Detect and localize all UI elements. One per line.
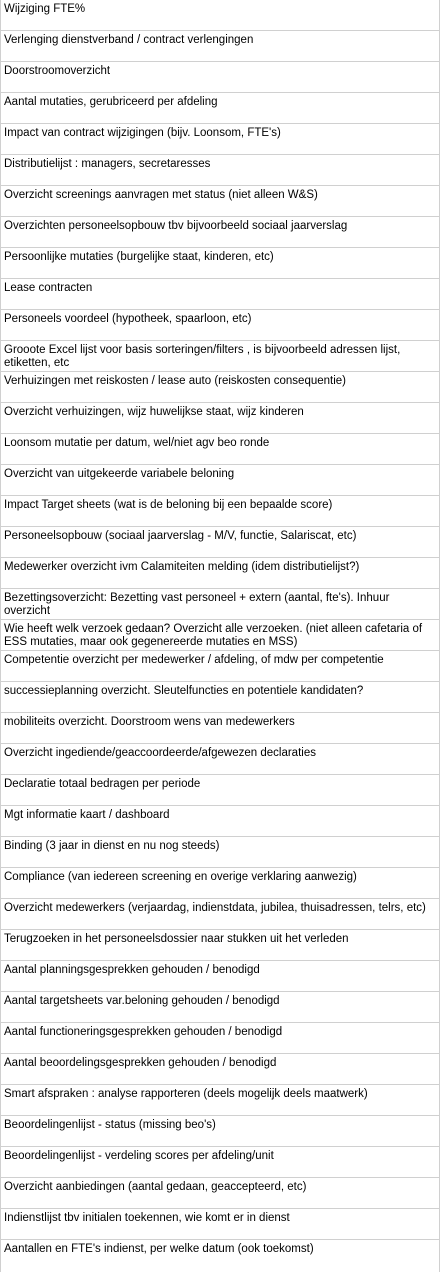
table-row[interactable]: Aantal beoordelingsgesprekken gehouden / benodigd (1, 1054, 439, 1085)
table-row[interactable]: Indienstlijst tbv initialen toekennen, wie komt er in dienst (1, 1209, 439, 1240)
table-row[interactable]: Beoordelingenlijst - verdeling scores per afdeling/unit (1, 1147, 439, 1178)
table-row[interactable]: Compliance (van iedereen screening en overige verklaring aanwezig) (1, 868, 439, 899)
table-row[interactable]: Mgt informatie kaart / dashboard (1, 806, 439, 837)
table-row[interactable]: Personeels voordeel (hypotheek, spaarloon, etc) (1, 310, 439, 341)
table-row[interactable]: Medewerker overzicht ivm Calamiteiten melding (idem distributielijst?) (1, 558, 439, 589)
table-row[interactable]: Distributielijst : managers, secretaresses (1, 155, 439, 186)
table-row[interactable]: Overzicht verhuizingen, wijz huwelijkse staat, wijz kinderen (1, 403, 439, 434)
table-row[interactable]: Persoonlijke mutaties (burgelijke staat, kinderen, etc) (1, 248, 439, 279)
table-row[interactable]: Overzicht screenings aanvragen met status (niet alleen W&S) (1, 186, 439, 217)
table-row[interactable]: Overzicht aanbiedingen (aantal gedaan, geaccepteerd, etc) (1, 1178, 439, 1209)
table-row[interactable]: Lease contracten (1, 279, 439, 310)
table-row[interactable]: Verlenging dienstverband / contract verlengingen (1, 31, 439, 62)
table-row[interactable]: Impact van contract wijzigingen (bijv. Loonsom, FTE's) (1, 124, 439, 155)
table-row[interactable]: Impact Target sheets (wat is de beloning bij een bepaalde score) (1, 496, 439, 527)
table-row[interactable]: Loonsom mutatie per datum, wel/niet agv beo ronde (1, 434, 439, 465)
table-row[interactable]: Aantallen en FTE's indienst, per welke datum (ook toekomst) (4, 1243, 314, 1255)
table-row[interactable]: Declaratie totaal bedragen per periode (1, 775, 439, 806)
table-row[interactable]: Overzicht medewerkers (verjaardag, indienstdata, jubilea, thuisadressen, telrs, etc) (1, 899, 439, 930)
table-row[interactable]: Aantal planningsgesprekken gehouden / benodigd (1, 961, 439, 992)
table-row[interactable]: mobiliteits overzicht. Doorstroom wens van medewerkers (1, 713, 439, 744)
table-row[interactable]: Aantal functioneringsgesprekken gehouden / benodigd (1, 1023, 439, 1054)
table-row[interactable]: Overzicht ingediende/geaccoordeerde/afgewezen declaraties (1, 744, 439, 775)
table-row[interactable]: Smart afspraken : analyse rapporteren (deels mogelijk deels maatwerk) (1, 1085, 439, 1116)
table-row[interactable]: Beoordelingenlijst - status (missing beo's) (1, 1116, 439, 1147)
table-row[interactable]: Binding (3 jaar in dienst en nu nog steeds) (1, 837, 439, 868)
table-row[interactable]: Grooote Excel lijst voor basis sorteringen/filters , is bijvoorbeeld adressen lijst, etiketten, etc (1, 341, 439, 372)
table-row[interactable]: Aantal targetsheets var.beloning gehouden / benodigd (1, 992, 439, 1023)
table-row[interactable]: Verhuizingen met reiskosten / lease auto (reiskosten consequentie) (1, 372, 439, 403)
table-row[interactable]: successieplanning overzicht. Sleutelfuncties en potentiele kandidaten? (1, 682, 439, 713)
table-row[interactable]: Wie heeft welk verzoek gedaan? Overzicht alle verzoeken. (niet alleen cafetaria of ESS mutaties, maar ook gegenereerde mutaties en MSS) (1, 620, 439, 651)
table-row[interactable]: Wijziging FTE% (1, 0, 439, 31)
table-row[interactable]: Terugzoeken in het personeelsdossier naar stukken uit het verleden (1, 930, 439, 961)
table-row[interactable]: Personeelsopbouw (sociaal jaarverslag - M/V, functie, Salariscat, etc) (1, 527, 439, 558)
table-row[interactable]: Competentie overzicht per medewerker / afdeling, of mdw per competentie (1, 651, 439, 682)
table-row[interactable]: Doorstroomoverzicht (1, 62, 439, 93)
table-row[interactable]: Overzichten personeelsopbouw tbv bijvoorbeeld sociaal jaarverslag (1, 217, 439, 248)
table-row[interactable]: Bezettingsoverzicht: Bezetting vast personeel + extern (aantal, fte's). Inhuur overzicht (1, 589, 439, 620)
table-row[interactable]: Overzicht van uitgekeerde variabele beloning (1, 465, 439, 496)
table-row[interactable]: Aantal mutaties, gerubriceerd per afdeling (1, 93, 439, 124)
